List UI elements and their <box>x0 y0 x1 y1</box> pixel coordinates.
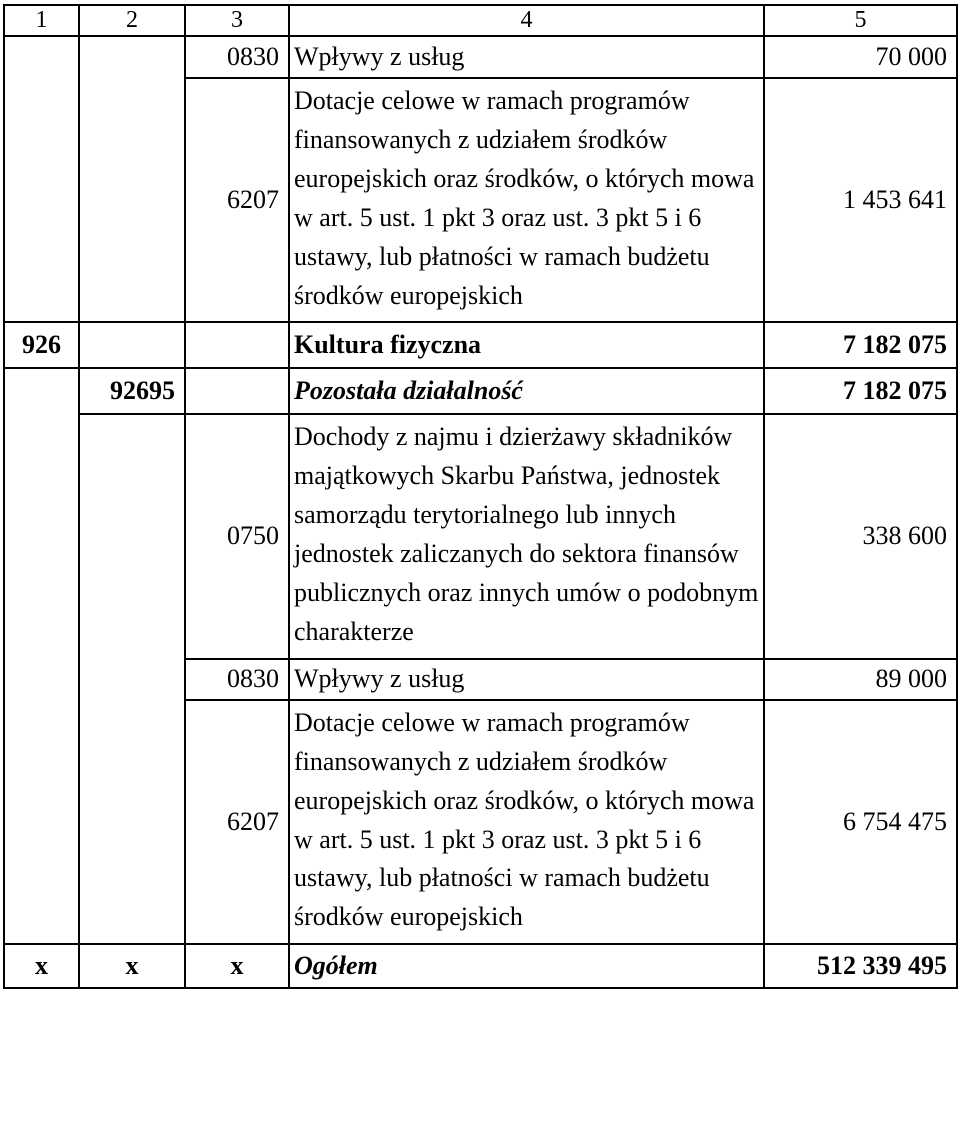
dzial-cell <box>4 78 79 322</box>
rozdzial-amount: 7 182 075 <box>764 368 957 414</box>
amount-cell: 70 000 <box>764 36 957 78</box>
table-row <box>4 700 957 944</box>
rozdzial-cell <box>79 322 185 368</box>
paragraf-cell <box>185 368 289 414</box>
rozdzial-cell <box>79 659 185 700</box>
dzial-number: 926 <box>4 322 79 368</box>
amount-cell: 338 600 <box>764 414 957 658</box>
table-row <box>4 659 957 700</box>
total-x-3: x <box>185 944 289 988</box>
header-col-1: 1 <box>4 5 79 36</box>
header-col-3: 3 <box>185 5 289 36</box>
dzial-cell <box>4 414 79 658</box>
total-row <box>4 944 957 988</box>
header-col-4: 4 <box>289 5 764 36</box>
table-row <box>4 78 957 322</box>
rozdzial-row <box>4 368 957 414</box>
description-cell: Wpływy z usług <box>289 36 764 78</box>
amount-cell: 6 754 475 <box>764 700 957 944</box>
total-x-2: x <box>79 944 185 988</box>
dzial-cell <box>4 36 79 78</box>
total-amount: 512 339 495 <box>764 944 957 988</box>
dzial-cell <box>4 659 79 700</box>
rozdzial-cell <box>79 78 185 322</box>
header-col-2: 2 <box>79 5 185 36</box>
total-x-1: x <box>4 944 79 988</box>
paragraf-cell: 0830 <box>185 659 289 700</box>
amount-cell: 89 000 <box>764 659 957 700</box>
total-label: Ogółem <box>289 944 764 988</box>
paragraf-cell: 6207 <box>185 700 289 944</box>
rozdzial-number: 92695 <box>79 368 185 414</box>
description-cell: Wpływy z usług <box>289 659 764 700</box>
description-cell: Dotacje celowe w ramach programów finansowanych z udziałem środków europejskich oraz środków, o których mowa w art. 5 ust. 1 pkt 3 oraz ust. 3 pkt 5 i 6 ustawy, lub płatności w ramach budżetu środków europejskich <box>289 700 764 944</box>
rozdzial-cell <box>79 700 185 944</box>
dzial-row <box>4 322 957 368</box>
paragraf-cell: 0750 <box>185 414 289 658</box>
rozdzial-cell <box>79 414 185 658</box>
budget-table <box>3 4 958 989</box>
header-col-5: 5 <box>764 5 957 36</box>
paragraf-cell: 6207 <box>185 78 289 322</box>
table-row <box>4 36 957 78</box>
dzial-name: Kultura fizyczna <box>289 322 764 368</box>
description-cell: Dochody z najmu i dzierżawy składników majątkowych Skarbu Państwa, jednostek samorządu terytorialnego lub innych jednostek zaliczanych do sektora finansów publicznych oraz innych umów o podobnym charakterze <box>289 414 764 658</box>
dzial-amount: 7 182 075 <box>764 322 957 368</box>
dzial-cell <box>4 368 79 414</box>
dzial-cell <box>4 700 79 944</box>
table-row <box>4 414 957 658</box>
paragraf-cell <box>185 322 289 368</box>
rozdzial-cell <box>79 36 185 78</box>
rozdzial-name: Pozostała działalność <box>289 368 764 414</box>
description-cell: Dotacje celowe w ramach programów finansowanych z udziałem środków europejskich oraz środków, o których mowa w art. 5 ust. 1 pkt 3 oraz ust. 3 pkt 5 i 6 ustawy, lub płatności w ramach budżetu środków europejskich <box>289 78 764 322</box>
amount-cell: 1 453 641 <box>764 78 957 322</box>
paragraf-cell: 0830 <box>185 36 289 78</box>
header-row <box>4 5 957 36</box>
